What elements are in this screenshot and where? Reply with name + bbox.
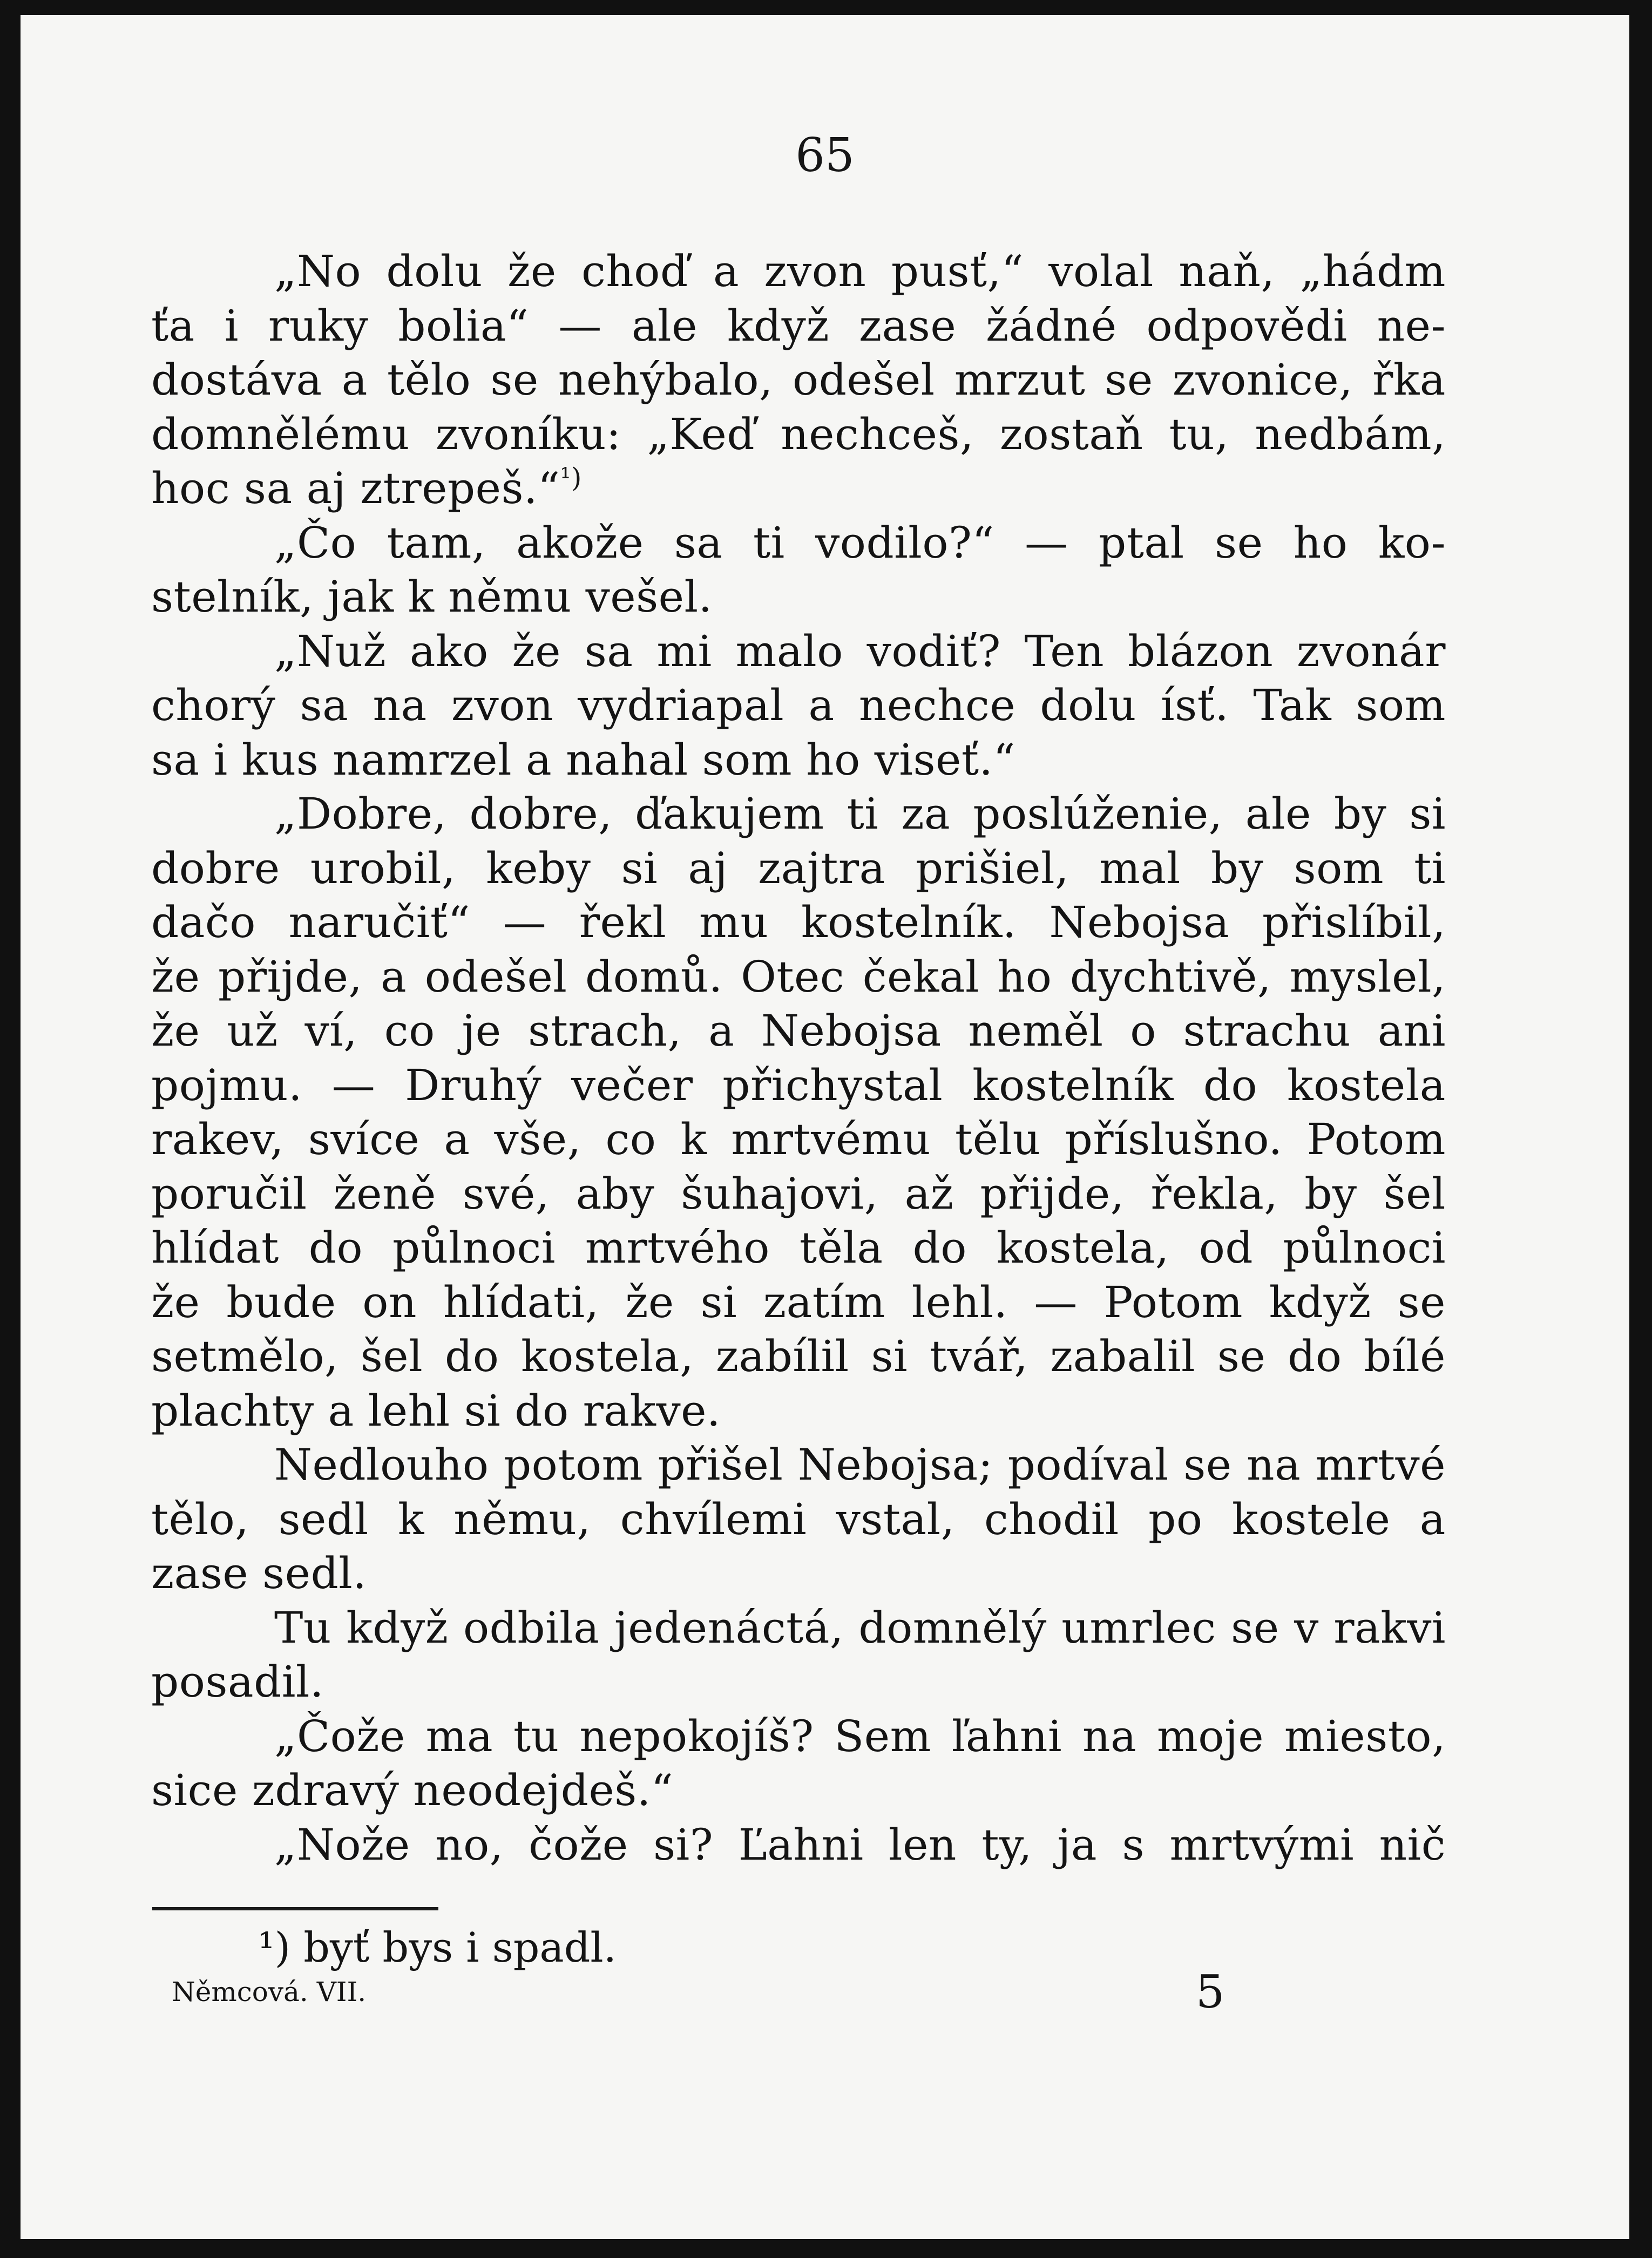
text-line: Nedlouho potom přišel Nebojsa; podíval se na mrtvé xyxy=(274,1440,1446,1490)
text-line: „No dolu že choď a zvon pusť,“ volal naň, „hádm xyxy=(274,246,1446,296)
text-line: sice zdravý neodejdeš.“ xyxy=(151,1765,674,1815)
text-line: poručil ženě své, aby šuhajovi, až přijde, řekla, by šel xyxy=(151,1168,1446,1219)
text-line: domnělému zvoníku: „Keď nechceš, zostaň tu, nedbám, xyxy=(151,409,1446,459)
text-line: že bude on hlídati, že si zatím lehl. — Potom když se xyxy=(151,1277,1446,1327)
text-line: setmělo, šel do kostela, zabílil si tvář, zabalil se do bílé xyxy=(151,1331,1446,1381)
text-line: stelník, jak k němu vešel. xyxy=(151,572,713,622)
signature: Němcová. VII. xyxy=(172,1976,367,2008)
footnote: ¹) byť bys i spadl. xyxy=(258,1923,617,1971)
text-line: dačo naručiť“ — řekl mu kostelník. Nebojsa přislíbil, xyxy=(151,897,1446,947)
sheet-number: 5 xyxy=(1196,1965,1225,2018)
text-line: pojmu. — Druhý večer přichystal kostelník do kostela xyxy=(151,1060,1446,1110)
text-line: sa i kus namrzel a nahal som ho viseť.“ xyxy=(151,734,1015,785)
footnote-marker: ¹) xyxy=(560,462,582,493)
page-number: 65 xyxy=(795,128,855,182)
text-line: ťa i ruky bolia“ — ale když zase žádné odpovědi ne- xyxy=(151,300,1446,351)
text-line: „Nuž ako že sa mi malo vodiť? Ten blázon zvonár xyxy=(274,626,1446,676)
body-text xyxy=(151,245,1446,1872)
footnote-rule xyxy=(152,1907,438,1910)
text-line: „Čože ma tu nepokojíš? Sem ľahni na moje miesto, xyxy=(274,1711,1446,1761)
text-line: chorý sa na zvon vydriapal a nechce dolu ísť. Tak som xyxy=(151,680,1446,730)
text-line: dobre urobil, keby si aj zajtra prišiel, mal by som ti xyxy=(151,843,1446,893)
text-line: plachty a lehl si do rakve. xyxy=(151,1385,721,1436)
text-line: posadil. xyxy=(151,1657,324,1707)
text-line: „Čo tam, akože sa ti vodilo?“ — ptal se ho ko- xyxy=(274,517,1446,568)
text-line: „Dobre, dobre, ďakujem ti za poslúženie, ale by si xyxy=(274,789,1446,839)
text-line: zase sedl. xyxy=(151,1548,367,1598)
text-line: „Nože no, čože si? Ľahni len ty, ja s mrtvými nič xyxy=(274,1819,1446,1870)
text-line: Tu když odbila jedenáctá, domnělý umrlec se v rakvi xyxy=(274,1602,1446,1653)
text-line: že přijde, a odešel domů. Otec čekal ho dychtivě, myslel, xyxy=(151,951,1446,1002)
book-page xyxy=(21,15,1629,2239)
text-line: hlídat do půlnoci mrtvého těla do kostela, od půlnoci xyxy=(151,1223,1446,1273)
text-span: hoc sa aj ztrepeš.“ xyxy=(151,463,560,513)
text-line: rakev, svíce a vše, co k mrtvému tělu příslušno. Potom xyxy=(151,1114,1446,1164)
text-line: tělo, sedl k němu, chvílemi vstal, chodil po kostele a xyxy=(151,1494,1446,1544)
text-line xyxy=(151,462,1446,516)
text-line: dostáva a tělo se nehýbalo, odešel mrzut se zvonice, řka xyxy=(151,355,1446,405)
text-line: že už ví, co je strach, a Nebojsa neměl o strachu ani xyxy=(151,1006,1446,1056)
